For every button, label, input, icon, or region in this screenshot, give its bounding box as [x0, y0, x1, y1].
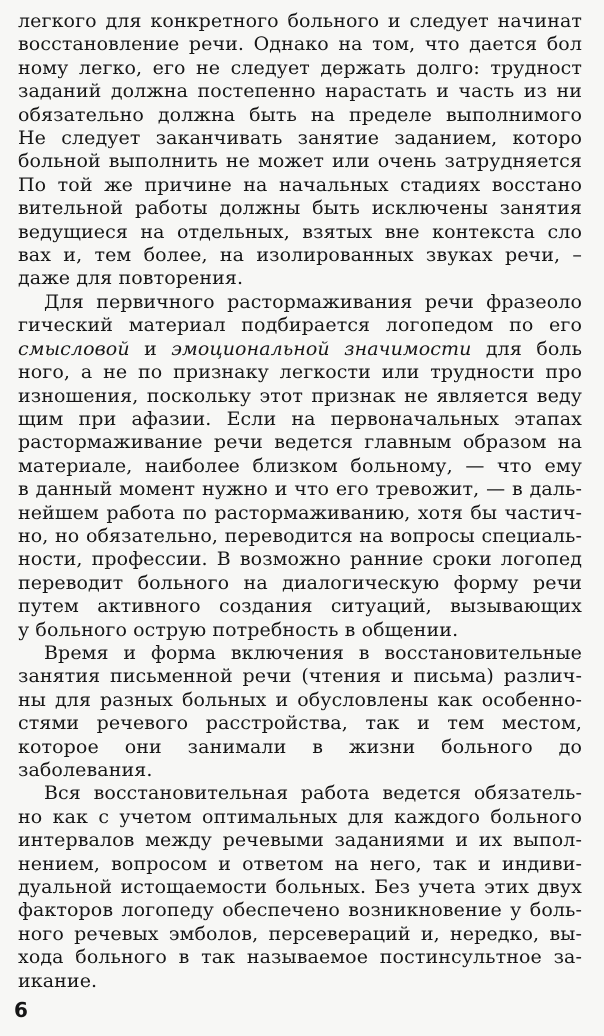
text-line: заболевания. [18, 759, 153, 781]
emphasis-text: смысловой [18, 337, 130, 360]
text-line: обязательно должна быть на пределе выполнимого [18, 103, 582, 126]
paragraph-4 [18, 782, 582, 993]
text-line: легкого для конкретного больного и следует начинат [18, 10, 582, 32]
paragraph-1 [18, 10, 582, 291]
text-line: изношения, поскольку этот признак не является веду [18, 384, 582, 407]
paragraph-3 [18, 642, 582, 782]
text-line: факторов логопеду обеспечено возникновение у боль- [18, 899, 582, 922]
text-line: икание. [18, 969, 98, 992]
text-line: По той же причине на начальных стадиях восстано [18, 173, 582, 196]
text-line: вах и, тем более, на изолированных звуках речи, – [18, 244, 582, 267]
text-line: Не следует заканчивать занятие заданием, которо [18, 127, 582, 150]
text-line: занятия письменной речи (чтения и письма) различ- [18, 665, 582, 688]
text-line: ности, профессии. В возможно ранние сроки логопед [18, 548, 582, 571]
text-line: восстановление речи. Однако на том, что дается бол [18, 33, 582, 56]
text-line: интервалов между речевыми заданиями и их выпол- [18, 829, 582, 852]
text-line: у больного острую потребность в общении. [18, 618, 459, 641]
text-line: ного, а не по признаку легкости или трудности про [18, 361, 582, 384]
body-text [18, 10, 582, 993]
text-line: переводит больного на диалогическую форму речи [18, 571, 582, 594]
text-line: материале, наиболее близком больному, — что ему [18, 454, 582, 477]
text-line: Вся восстановительная работа ведется обязатель- [44, 782, 582, 805]
text-line: вительной работы должны быть исключены занятия [18, 197, 582, 220]
text-line: хода больного в так называемое постинсультное за- [18, 946, 582, 969]
text-line: заданий должна постепенно нарастать и часть из ни [18, 80, 582, 103]
text-line-with-emphasis [18, 338, 582, 361]
text-line: нейшем работа по растормаживанию, хотя бы частич- [18, 501, 582, 524]
text-line: путем активного создания ситуаций, вызывающих [18, 595, 582, 618]
text-line: но как с учетом оптимальных для каждого больного [18, 805, 582, 828]
text-fragment: для боль [471, 337, 582, 360]
text-line: ному легко, его не следует держать долго: трудност [18, 56, 582, 79]
text-line: ны для разных больных и обусловлены как особенно- [18, 688, 582, 711]
text-line: дуальной истощаемости больных. Без учета этих двух [18, 876, 582, 899]
text-line: стями речевого расстройства, так и тем местом, [18, 712, 582, 735]
page-number: 6 [14, 998, 28, 1022]
paragraph-2 [18, 291, 582, 642]
text-line: в данный момент нужно и что его тревожит, — в даль- [18, 478, 582, 501]
text-line: которое они занимали в жизни больного до [18, 735, 582, 758]
text-line: больной выполнить не может или очень затрудняется [18, 150, 582, 173]
text-line: нением, вопросом и ответом на него, так и индиви- [18, 852, 582, 875]
text-line: щим при афазии. Если на первоначальных этапах [18, 407, 582, 430]
text-line: растормаживание речи ведется главным образом на [18, 431, 582, 454]
text-line: ведущиеся на отдельных, взятых вне контекста сло [18, 220, 582, 243]
text-line: но, но обязательно, переводится на вопросы специаль- [18, 524, 582, 547]
emphasis-text: эмоциональной значимости [171, 337, 472, 360]
text-line: Время и форма включения в восстановительные [44, 641, 582, 664]
text-line: Для первичного растормаживания речи фразеоло [44, 290, 582, 313]
text-line: ного речевых эмболов, персевераций и, нередко, вы- [18, 922, 582, 945]
text-line: гический материал подбирается логопедом по его [18, 314, 582, 337]
text-fragment: и [129, 337, 172, 360]
text-line: даже для повторения. [18, 267, 244, 290]
